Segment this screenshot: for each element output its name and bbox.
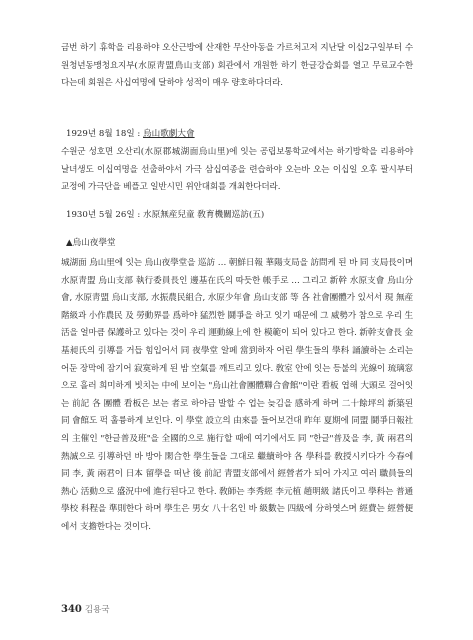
page-number: 340 — [61, 604, 82, 615]
section-heading-1930 — [66, 208, 264, 222]
paragraph-summer-hangul-course: 금번 하기 휴학을 리용하야 오산근방에 산재한 무산아동을 가르처고저 지난달 이십2구일부터 수원청년동맹청요지부(水原靑盟鳥山支部) 회관에서 개원한 하기 한글강습회를 열고 무료교수한 다는데 회원은 사십여명에 달하야 성적이 매우 량호하다더라. — [61, 43, 413, 89]
section-heading-1929 — [66, 127, 195, 141]
paragraph-night-school-visit: 城湖面 烏山里에 잇는 烏山夜學堂을 巡訪 … 朝鮮日報 華陽支局을 訪問케 된 바 同 支局長이며 水原靑盟 烏山支部 執行委員長인 邊基在氏의 따듯한 帳手로 … 그리고 新幹 水原支會 烏山分會, 水原靑盟 烏山支部, 水振農民組合, 水原少年會 烏山支部 等 各 社會團體가 있서서 現 無産階級과 小作農民 及 勞動界를 爲하야 猛烈한 鬪爭을 하고 잇기 때문에 그 威勢가 참으로 우리 生活을 얼마큼 保護하고 있다는 것이 우리 運動線上에 한 模範이 되어 있다고 한다. 新幹支會長 金基昶氏의 引導를 거듭 힘입어서 同 夜學堂 알페 當到하자 어린 學生들의 學科 誦讀하는 소리는 어둔 장막에 잠기어 寂寞하게 된 밤 空氣를 깨트리고 있다. 敎室 안에 잇는 등불의 光線이 琉璃窓으로 흘러 희미하게 빗치는 中에 보이는 "烏山社會團體聯合會館"이란 看板 엽해 大頭로 걸어잇는 前記 各 團體 看板은 보는 者로 하야금 발할 수 업는 늦김을 感하게 하며 二十餘坪의 新築된 同 會館도 퍽 훌륭하게 보인다. 이 學堂 設立의 由來를 들어보건대 昨年 夏期에 同盟 鬪爭日報社의 主催인 "한글普及班"을 全國的으로 施行할 때에 여기에서도 同 "한글"普及을 李, 黃 兩君의 熱誠으로 引導하던 바 방아 閑合한 學生들을 그대로 繼續하야 各 學科를 敎授시키다가 今春에 同 李, 黃 兩君이 日本 留學을 떠난 後 前記 青盟支部에서 經營者가 되어 가지고 여러 職員들의 熱心 活動으로 盛況中에 進行된다고 한다. 敎師는 李秀經 李元植 趙明級 諸氏이고 學科는 普通學校 科程을 準則한다 하며 學生은 男女 八十名인 바 級數는 四級에 分하엿스며 經費는 經營便에서 支擔한다는 것이다. — [61, 258, 413, 532]
heading-separator: : — [134, 129, 144, 139]
heading-separator: : — [134, 210, 144, 220]
heading-date: 1929년 8월 18일 — [66, 129, 135, 139]
subheading-title: 烏山夜學堂 — [72, 238, 116, 248]
subheading-night-school — [66, 236, 116, 250]
paragraph-opera-meeting: 수원군 성호면 오산리(水原郡城湖面烏山里)에 잇는 공립보통학교에서는 하기방학을 리용하야 날녀생도 이십여명을 선출하야서 가극 삼십여종을 련습하야 오는바 오는 이십일 오후 팔시부터 교정에 가극단을 베플고 일반시민 위안대회를 개최한다더라. — [61, 147, 413, 193]
page-footer — [61, 603, 110, 617]
heading-date: 1930년 5월 26일 — [66, 210, 135, 220]
author-name: 김용국 — [84, 605, 110, 615]
triangle-marker-icon: ▲ — [66, 238, 73, 248]
heading-title: 烏山歌劇大會 — [143, 129, 195, 139]
heading-title: 水原無産兒童 敎育機關巡訪(五) — [143, 210, 265, 220]
